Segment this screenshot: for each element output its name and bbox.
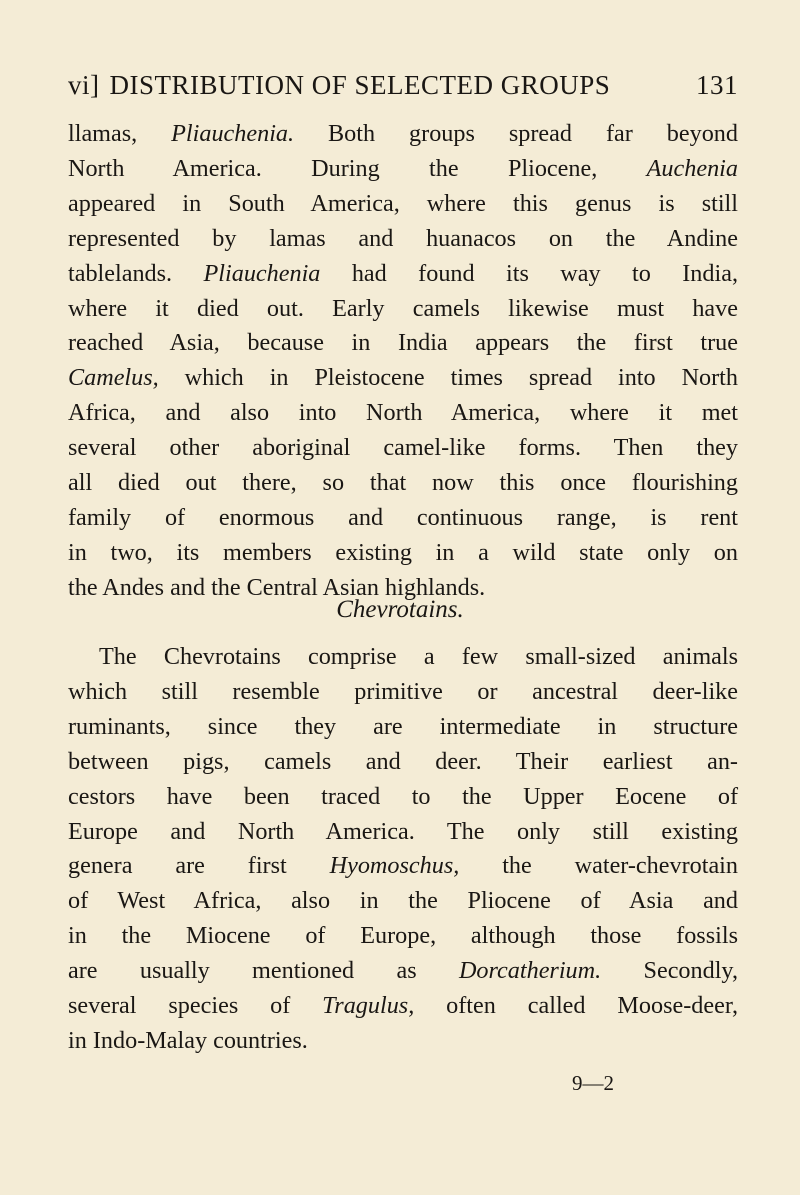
italic-term: Pliauchenia. (171, 120, 295, 147)
text-run: often called Moose-deer, (414, 992, 738, 1020)
text-run: where it died out. Early camels likewise must have (68, 294, 738, 322)
text-run: represented by lamas and huanacos on the Andine (68, 224, 738, 252)
text-run: several other aboriginal camel-like forms. Then they (68, 434, 738, 462)
text-run: ruminants, since they are intermediate in structure (68, 712, 738, 740)
running-header (68, 70, 738, 101)
text-run: Europe and North America. The only still existing (68, 817, 738, 845)
text-line (68, 954, 738, 989)
text-run: all died out there, so that now this once flourishing (68, 469, 738, 497)
text-run: which still resemble primitive or ancestral deer-like (68, 677, 738, 705)
text-run: tablelands. (68, 259, 204, 287)
text-run: genera are first (68, 852, 330, 880)
text-line (68, 849, 738, 884)
italic-term: Auchenia (646, 154, 738, 182)
text-line (68, 152, 738, 187)
text-line (68, 884, 738, 919)
running-title: DISTRIBUTION OF SELECTED GROUPS (109, 70, 611, 100)
text-run: the Andes and the Central Asian highlands. (68, 573, 486, 601)
text-line (68, 536, 738, 571)
italic-term: Pliauchenia (203, 259, 321, 287)
text-run: between pigs, camels and deer. Their earliest an- (68, 747, 738, 775)
text-line (68, 745, 738, 780)
chapter-marker: vi] (68, 70, 100, 100)
page-number: 131 (696, 70, 738, 100)
text-run: cestors have been traced to the Upper Eocene of (68, 782, 738, 810)
text-line (68, 117, 738, 152)
italic-term: Dorcatherium. (458, 957, 602, 985)
text-run: several species of (68, 992, 323, 1020)
text-line (68, 1024, 738, 1059)
text-line (68, 257, 738, 292)
text-run: are usually mentioned as (68, 957, 459, 985)
text-run: Secondly, (601, 957, 738, 985)
text-run: in two, its members existing in a wild state only on (68, 538, 738, 566)
text-line (68, 640, 738, 675)
text-run: of West Africa, also in the Pliocene of Asia and (68, 887, 738, 915)
text-run: which in Pleistocene times spread into North (158, 364, 738, 392)
text-line (68, 361, 738, 396)
text-line (68, 187, 738, 222)
text-run: Africa, and also into North America, where it met (68, 399, 738, 427)
text-line (68, 919, 738, 954)
text-run: family of enormous and continuous range, is rent (68, 503, 738, 531)
paragraph-camels (68, 117, 738, 606)
text-run: Both groups spread far beyond (294, 120, 738, 147)
paragraph-chevrotains (68, 640, 738, 1059)
text-run: reached Asia, because in India appears the first true (68, 329, 738, 357)
italic-term: Tragulus, (322, 992, 415, 1020)
text-line (68, 292, 738, 327)
text-line (68, 222, 738, 257)
text-run: appeared in South America, where this genus is still (68, 189, 738, 217)
text-run: llamas, (68, 120, 172, 147)
text-line (68, 675, 738, 710)
text-line (68, 326, 738, 361)
text-run: in the Miocene of Europe, although those fossils (68, 922, 738, 950)
text-line (68, 466, 738, 501)
italic-term: Camelus, (68, 364, 159, 392)
text-line (68, 815, 738, 850)
text-run: The Chevrotains comprise a few small-sized animals (99, 643, 738, 670)
text-line (68, 780, 738, 815)
text-line (68, 501, 738, 536)
text-line (68, 989, 738, 1024)
text-run: had found its way to India, (320, 259, 738, 287)
text-run: North America. During the Pliocene, (68, 154, 647, 182)
text-line (68, 710, 738, 745)
text-line (68, 396, 738, 431)
text-line (68, 431, 738, 466)
text-run: in Indo-Malay countries. (68, 1026, 308, 1054)
text-run: the water-chevrotain (459, 852, 738, 880)
section-heading: Chevrotains. (336, 596, 464, 623)
signature-mark: 9—2 (572, 1071, 614, 1095)
italic-term: Hyomoschus, (329, 852, 460, 880)
